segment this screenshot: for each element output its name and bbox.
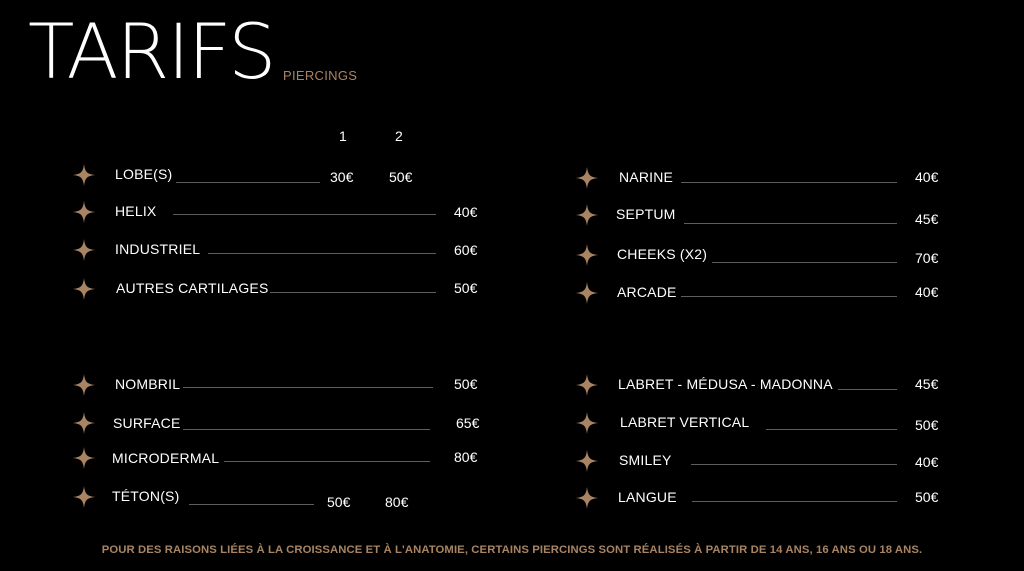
sparkle-star-icon [576, 487, 598, 509]
leader-line [270, 292, 436, 293]
row-label: CHEEKS (X2) [617, 246, 708, 262]
sparkle-star-icon [576, 374, 598, 396]
leader-line [189, 504, 314, 505]
sparkle-star-icon [73, 164, 95, 186]
leader-line [681, 296, 897, 297]
column-header-1: 1 [339, 128, 347, 144]
leader-line [681, 182, 897, 183]
price: 50€ [915, 489, 939, 505]
row-label: MICRODERMAL [112, 450, 220, 466]
leader-line [183, 387, 433, 388]
row-label: NARINE [619, 169, 674, 185]
page-title: TARIFS [28, 7, 275, 96]
sparkle-star-icon [73, 374, 95, 396]
sparkle-star-icon [576, 450, 598, 472]
leader-line [712, 262, 897, 263]
leader-line [684, 223, 897, 224]
price: 45€ [915, 211, 939, 227]
sparkle-star-icon [576, 412, 598, 434]
price: 70€ [915, 250, 939, 266]
price: 50€ [454, 376, 478, 392]
price-2: 80€ [385, 494, 409, 510]
page-subtitle: PIERCINGS [283, 68, 358, 83]
leader-line [838, 389, 897, 390]
price-1: 50€ [327, 494, 351, 510]
price: 40€ [915, 284, 939, 300]
sparkle-star-icon [73, 412, 95, 434]
row-label: LABRET VERTICAL [620, 414, 750, 430]
price: 40€ [915, 169, 939, 185]
price: 45€ [915, 376, 939, 392]
row-label: NOMBRIL [115, 376, 181, 392]
leader-line [691, 464, 897, 465]
leader-line [173, 214, 436, 215]
row-label: LOBE(S) [115, 166, 173, 182]
leader-line [692, 501, 897, 502]
sparkle-star-icon [73, 486, 95, 508]
footer-notice: POUR DES RAISONS LIÉES À LA CROISSANCE ET À L'ANATOMIE, CERTAINS PIERCINGS SONT RÉALISÉS À PARTIR DE 14 ANS, 16 ANS OU 18 ANS. [101, 544, 923, 556]
price-1: 30€ [330, 169, 354, 185]
price: 40€ [915, 454, 939, 470]
price: 80€ [454, 449, 478, 465]
sparkle-star-icon [576, 167, 598, 189]
sparkle-star-icon [576, 282, 598, 304]
price: 60€ [454, 242, 478, 258]
price-2: 50€ [389, 169, 413, 185]
sparkle-star-icon [73, 447, 95, 469]
row-label: LANGUE [618, 489, 677, 505]
row-label: SMILEY [619, 452, 672, 468]
sparkle-star-icon [73, 278, 95, 300]
price: 40€ [454, 204, 478, 220]
leader-line [224, 461, 430, 462]
sparkle-star-icon [73, 201, 95, 223]
row-label: HELIX [115, 203, 157, 219]
sparkle-star-icon [576, 204, 598, 226]
row-label: INDUSTRIEL [115, 241, 201, 257]
price: 50€ [454, 280, 478, 296]
sparkle-star-icon [576, 244, 598, 266]
leader-line [766, 429, 897, 430]
price: 50€ [915, 417, 939, 433]
row-label: ARCADE [617, 284, 677, 300]
leader-line [183, 429, 430, 430]
leader-line [208, 253, 436, 254]
row-label: AUTRES CARTILAGES [116, 280, 269, 296]
price: 65€ [456, 415, 480, 431]
row-label: TÉTON(S) [112, 488, 180, 504]
column-header-2: 2 [395, 128, 403, 144]
sparkle-star-icon [73, 239, 95, 261]
row-label: LABRET - MÉDUSA - MADONNA [618, 376, 833, 392]
leader-line [176, 182, 320, 183]
row-label: SEPTUM [616, 206, 676, 222]
row-label: SURFACE [113, 415, 181, 431]
